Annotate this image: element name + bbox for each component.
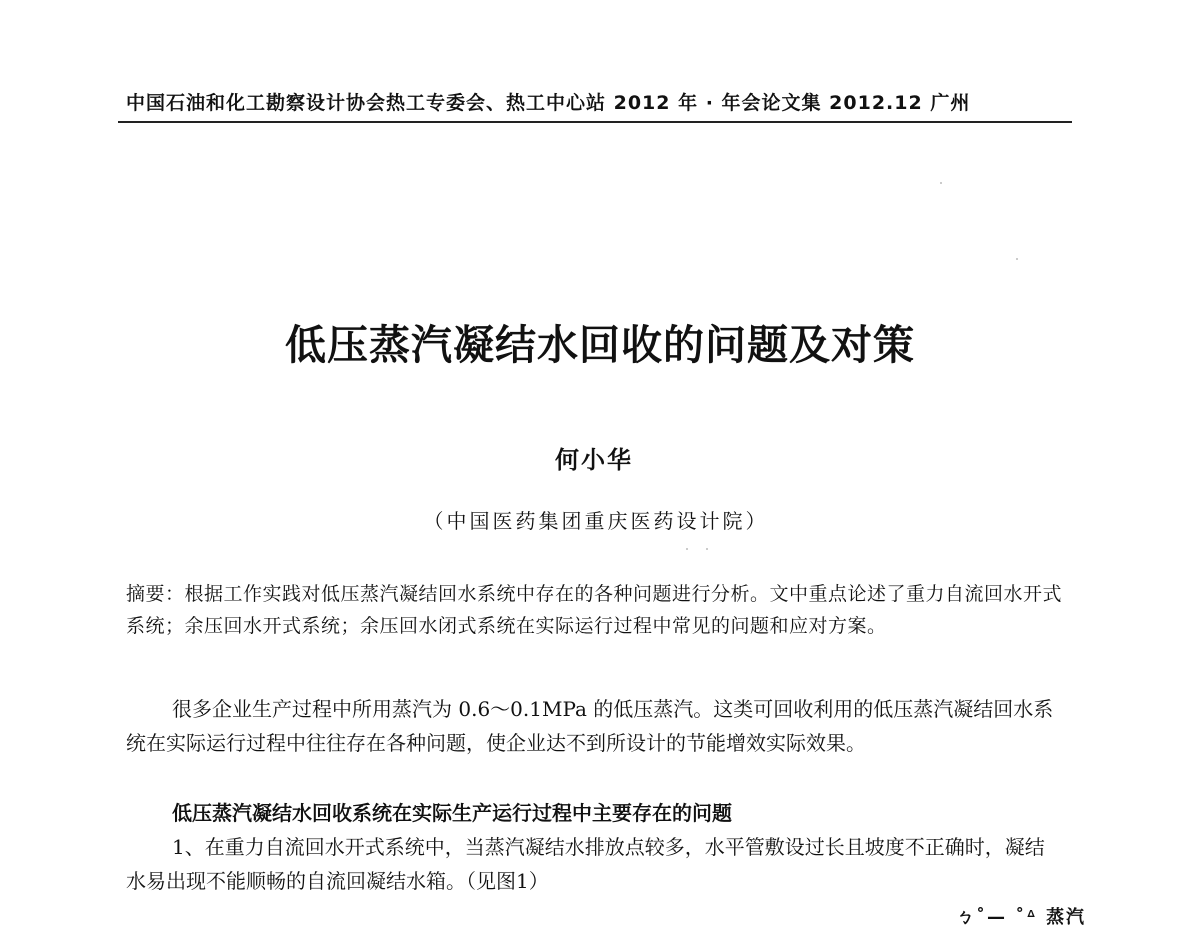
running-header: 中国石油和化工勘察设计协会热工专委会、热工中心站 2012 年 · 年会论文集 2012.12 广州 <box>126 92 971 114</box>
figure-fragment-marks: ㄅ˚— ˚ᐞ <box>956 907 1047 928</box>
section-heading: 低压蒸汽凝结水回收系统在实际生产运行过程中主要存在的问题 <box>172 801 732 825</box>
paper-title: 低压蒸汽凝结水回收的问题及对策 <box>285 321 915 369</box>
scan-speck <box>706 548 708 550</box>
scan-speck <box>1016 258 1018 260</box>
figure-fragment-label <box>956 903 1086 929</box>
scan-speck <box>686 548 688 550</box>
figure-fragment-text: 蒸汽 <box>1046 907 1087 928</box>
author-name: 何小华 <box>555 446 633 474</box>
scan-speck <box>940 182 942 184</box>
header-rule <box>118 121 1072 123</box>
abstract: 摘要：根据工作实践对低压蒸汽凝结回水系统中存在的各种问题进行分析。文中重点论述了重力自流回水开式系统；余压回水开式系统；余压回水闭式系统在实际运行过程中常见的问题和应对方案。 <box>126 583 1063 637</box>
author-affiliation: （中国医药集团重庆医药设计院） <box>423 509 769 533</box>
body-paragraph-1: 很多企业生产过程中所用蒸汽为 0.6～0.1MPa 的低压蒸汽。这类可回收利用的低压蒸汽凝结回水系统在实际运行过程中往往存在各种问题，使企业达不到所设计的节能增效实际效果。 <box>126 697 1054 755</box>
body-paragraph-2: 1、在重力自流回水开式系统中，当蒸汽凝结水排放点较多，水平管敷设过长且坡度不正确时，凝结水易出现不能顺畅的自流回凝结水箱。（见图1） <box>126 835 1045 893</box>
